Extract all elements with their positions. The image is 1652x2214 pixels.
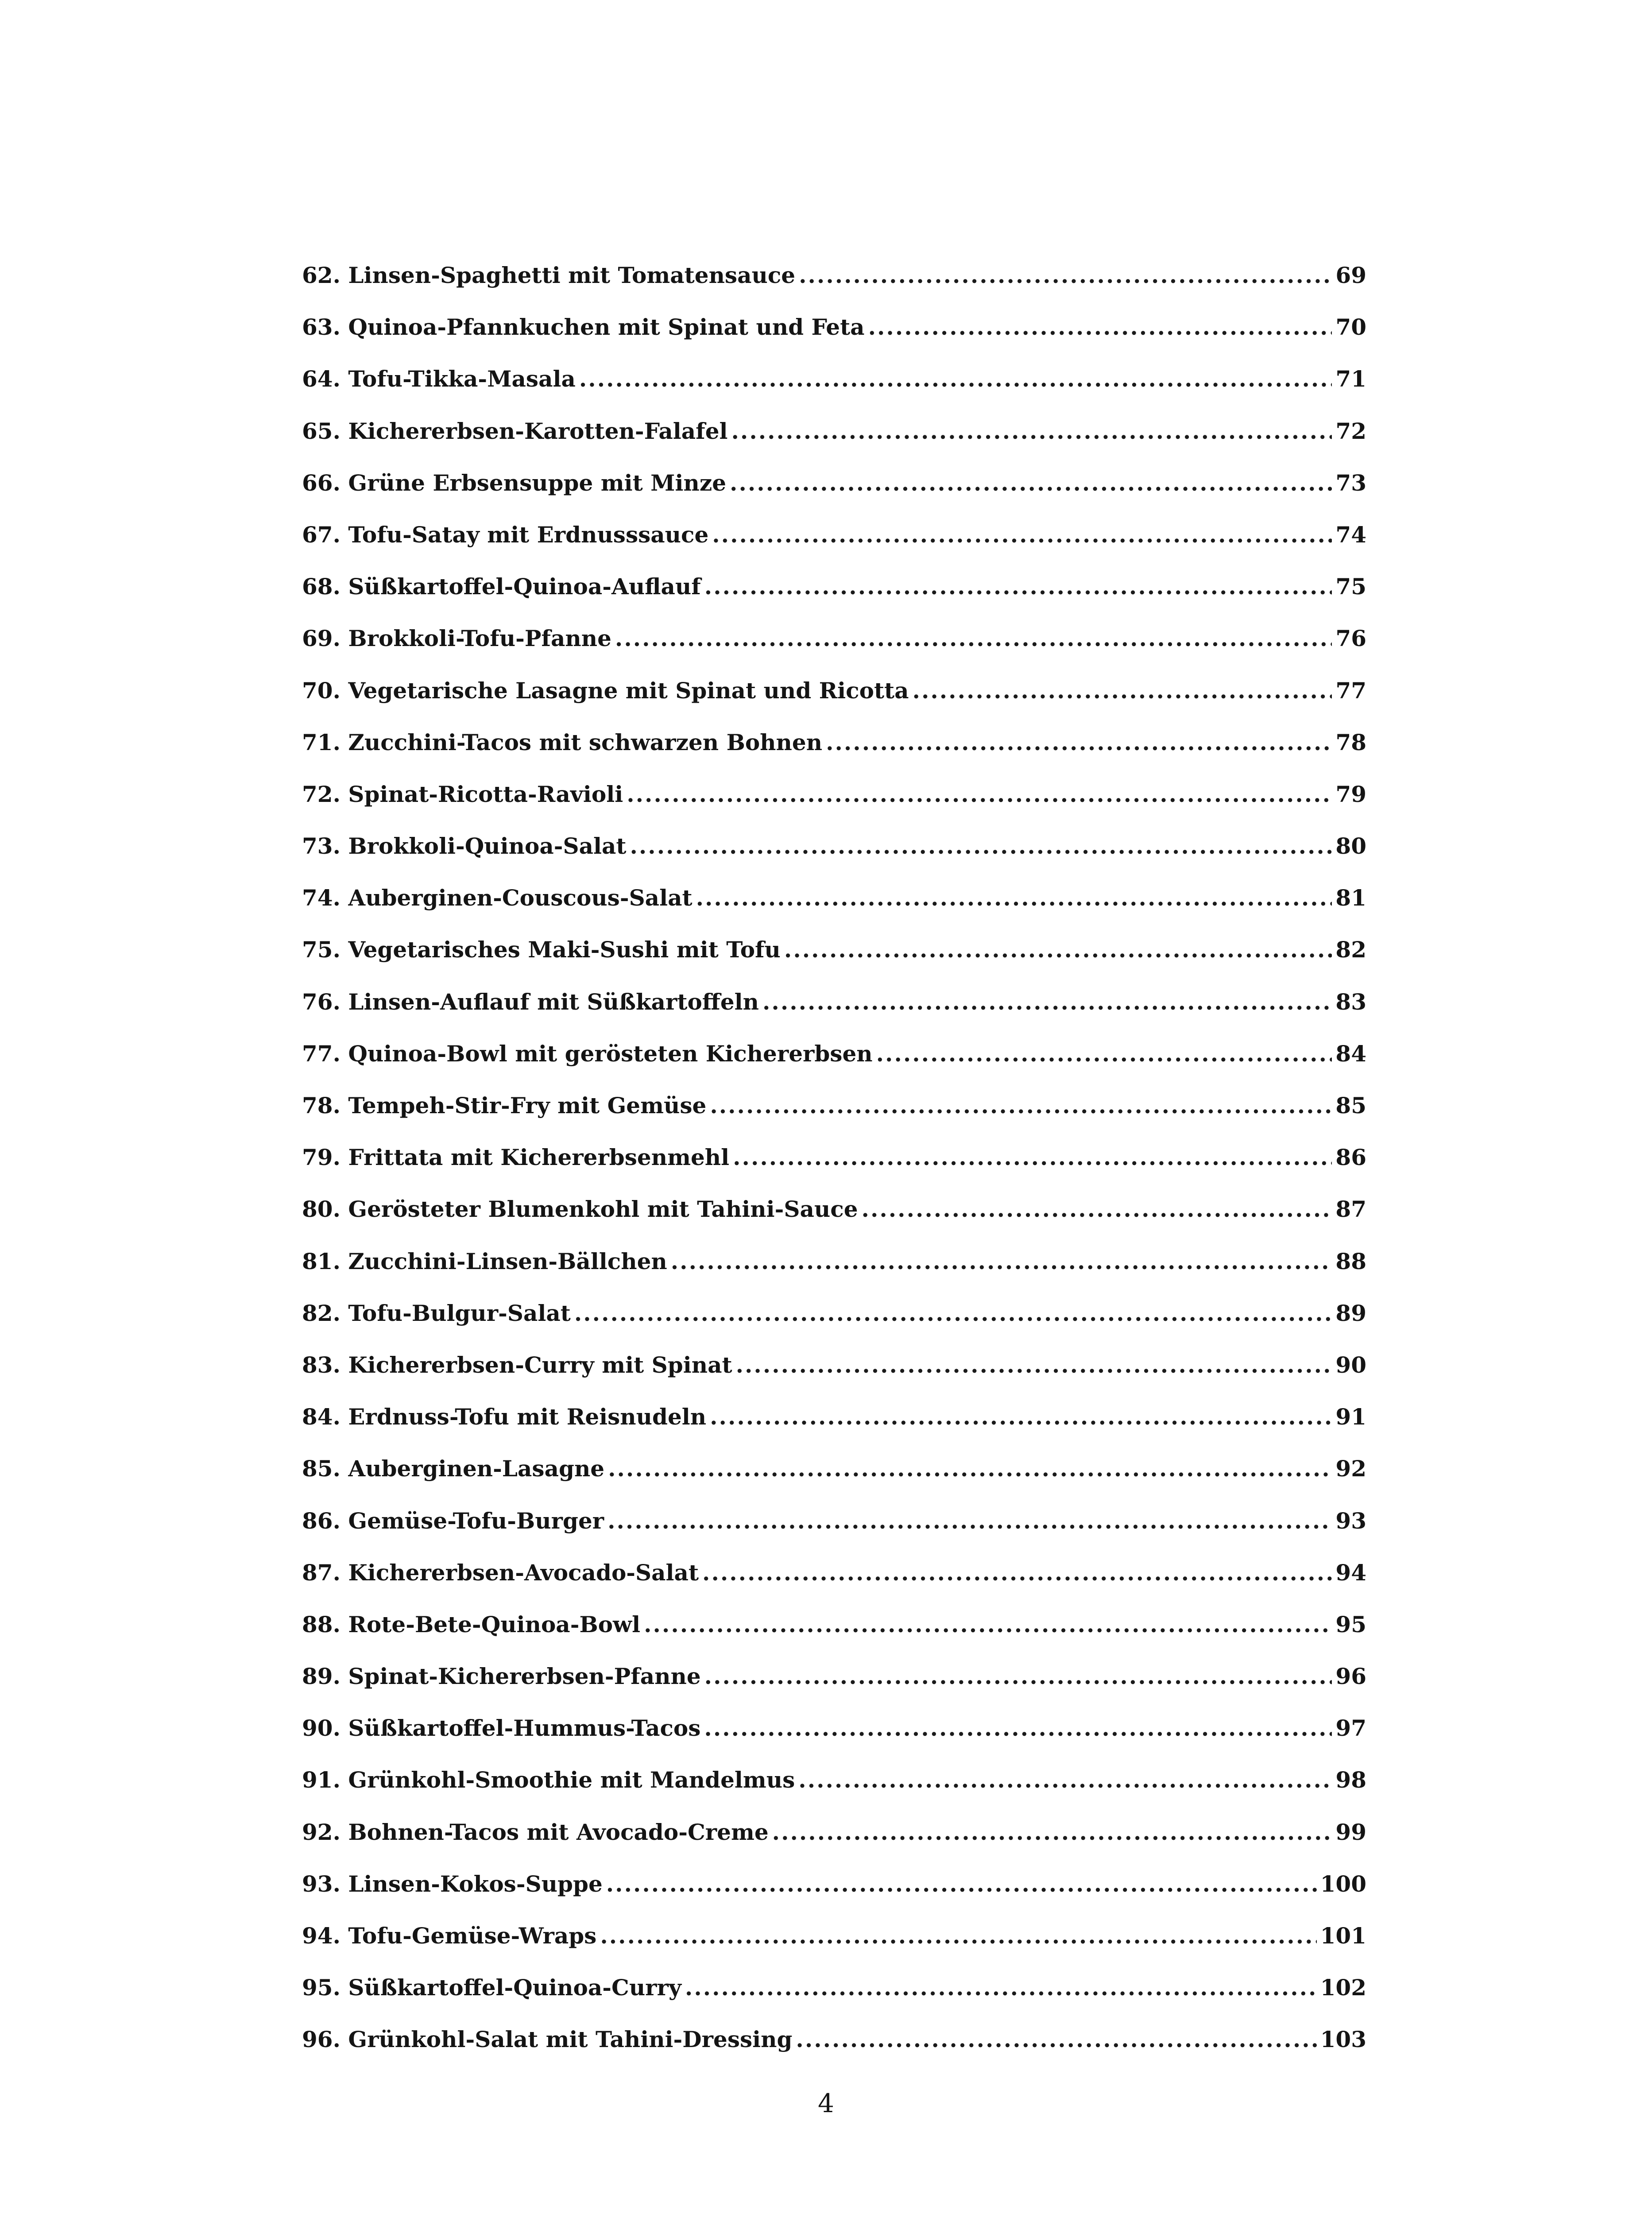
toc-entry-title: 77. Quinoa-Bowl mit gerösteten Kichererbsen <box>302 1040 873 1067</box>
toc-entry-page: 82 <box>1335 937 1366 963</box>
toc-entry-title: 94. Tofu-Gemüse-Wraps <box>302 1923 597 1949</box>
toc-entry-title: 75. Vegetarisches Maki-Sushi mit Tofu <box>302 937 781 963</box>
toc-entry[interactable] <box>302 1248 1366 1300</box>
toc-entry[interactable] <box>302 418 1366 470</box>
dot-leader <box>704 573 1332 600</box>
toc-entry-title: 78. Tempeh-Stir-Fry mit Gemüse <box>302 1092 707 1119</box>
toc-entry[interactable] <box>302 1767 1366 1819</box>
dot-leader <box>608 1455 1332 1482</box>
toc-entry[interactable] <box>302 1144 1366 1196</box>
toc-entry-page: 75 <box>1335 573 1366 600</box>
dot-leader <box>733 1144 1332 1170</box>
toc-entry-title: 84. Erdnuss-Tofu mit Reisnudeln <box>302 1404 707 1430</box>
toc-entry-title: 83. Kichererbsen-Curry mit Spinat <box>302 1351 732 1378</box>
toc-entry-page: 83 <box>1335 988 1366 1015</box>
toc-entry-page: 103 <box>1320 2026 1366 2053</box>
toc-entry-title: 64. Tofu-Tikka-Masala <box>302 366 576 392</box>
toc-entry-page: 95 <box>1335 1611 1366 1637</box>
toc-entry-title: 68. Süßkartoffel-Quinoa-Auflauf <box>302 573 701 600</box>
toc-entry-title: 91. Grünkohl-Smoothie mit Mandelmus <box>302 1767 795 1793</box>
toc-entry-page: 73 <box>1335 469 1366 496</box>
toc-entry-page: 80 <box>1335 833 1366 859</box>
toc-entry-page: 90 <box>1335 1351 1366 1378</box>
toc-entry-page: 85 <box>1335 1092 1366 1119</box>
toc-entry[interactable] <box>302 625 1366 677</box>
toc-entry[interactable] <box>302 1041 1366 1092</box>
toc-entry-page: 76 <box>1335 625 1366 652</box>
toc-entry-title: 69. Brokkoli-Tofu-Pfanne <box>302 625 611 652</box>
dot-leader <box>730 470 1332 496</box>
dot-leader <box>710 1404 1332 1430</box>
toc-entry-title: 65. Kichererbsen-Karotten-Falafel <box>302 418 728 444</box>
toc-entry[interactable] <box>302 1352 1366 1404</box>
dot-leader <box>731 418 1332 444</box>
toc-entry-title: 70. Vegetarische Lasagne mit Spinat und Ricotta <box>302 677 909 704</box>
dot-leader <box>784 937 1332 963</box>
table-of-contents <box>302 262 1366 2079</box>
dot-leader <box>712 522 1332 548</box>
toc-entry-page: 101 <box>1320 1923 1366 1949</box>
dot-leader <box>762 989 1332 1015</box>
toc-entry[interactable] <box>302 366 1366 418</box>
toc-entry[interactable] <box>302 1404 1366 1455</box>
toc-entry-page: 77 <box>1335 677 1366 704</box>
toc-entry[interactable] <box>302 1819 1366 1871</box>
toc-entry-title: 87. Kichererbsen-Avocado-Salat <box>302 1559 699 1586</box>
toc-entry-title: 90. Süßkartoffel-Hummus-Tacos <box>302 1715 701 1742</box>
toc-entry[interactable] <box>302 470 1366 522</box>
toc-entry-page: 84 <box>1335 1040 1366 1067</box>
dot-leader <box>862 1196 1332 1222</box>
toc-entry-title: 89. Spinat-Kichererbsen-Pfanne <box>302 1663 701 1690</box>
dot-leader <box>607 1508 1332 1534</box>
toc-entry-page: 96 <box>1335 1663 1366 1690</box>
toc-entry[interactable] <box>302 885 1366 937</box>
toc-entry-title: 93. Linsen-Kokos-Suppe <box>302 1870 603 1897</box>
toc-entry[interactable] <box>302 1871 1366 1923</box>
toc-entry-title: 67. Tofu-Satay mit Erdnusssauce <box>302 521 709 548</box>
dot-leader <box>615 625 1332 651</box>
toc-entry-title: 66. Grüne Erbsensuppe mit Minze <box>302 469 727 496</box>
toc-entry[interactable] <box>302 1715 1366 1767</box>
toc-entry-page: 86 <box>1335 1144 1366 1171</box>
dot-leader <box>772 1819 1332 1845</box>
toc-entry[interactable] <box>302 729 1366 781</box>
toc-entry[interactable] <box>302 1663 1366 1715</box>
toc-entry-page: 97 <box>1335 1715 1366 1742</box>
dot-leader <box>796 2026 1316 2052</box>
toc-entry[interactable] <box>302 1560 1366 1611</box>
dot-leader <box>671 1248 1332 1274</box>
toc-entry-title: 71. Zucchini-Tacos mit schwarzen Bohnen <box>302 729 823 755</box>
dot-leader <box>876 1041 1332 1067</box>
toc-entry[interactable] <box>302 833 1366 885</box>
toc-entry[interactable] <box>302 573 1366 625</box>
toc-entry-title: 95. Süßkartoffel-Quinoa-Curry <box>302 1974 681 2001</box>
dot-leader <box>710 1092 1332 1119</box>
toc-entry-title: 80. Gerösteter Blumenkohl mit Tahini-Sauce <box>302 1196 858 1223</box>
toc-entry-page: 71 <box>1335 366 1366 392</box>
dot-leader <box>826 729 1332 755</box>
toc-entry-page: 100 <box>1320 1870 1366 1897</box>
toc-entry[interactable] <box>302 1508 1366 1560</box>
dot-leader <box>644 1611 1332 1637</box>
toc-entry[interactable] <box>302 937 1366 988</box>
toc-entry-title: 96. Grünkohl-Salat mit Tahini-Dressing <box>302 2026 793 2053</box>
toc-entry-title: 62. Linsen-Spaghetti mit Tomatensauce <box>302 262 796 288</box>
toc-entry-page: 93 <box>1335 1507 1366 1534</box>
toc-entry[interactable] <box>302 677 1366 729</box>
toc-entry-page: 89 <box>1335 1300 1366 1326</box>
dot-leader <box>685 1974 1317 2001</box>
toc-entry-page: 102 <box>1320 1974 1366 2001</box>
toc-entry-title: 85. Auberginen-Lasagne <box>302 1455 605 1482</box>
toc-entry[interactable] <box>302 781 1366 833</box>
toc-entry-page: 79 <box>1335 781 1366 807</box>
page-number: 4 <box>818 2088 834 2118</box>
toc-entry-page: 94 <box>1335 1559 1366 1586</box>
dot-leader <box>579 366 1332 392</box>
toc-entry-title: 79. Frittata mit Kichererbsenmehl <box>302 1144 730 1171</box>
toc-entry[interactable] <box>302 1092 1366 1144</box>
toc-entry[interactable] <box>302 314 1366 366</box>
toc-entry[interactable] <box>302 2026 1366 2078</box>
toc-entry-page: 88 <box>1335 1248 1366 1274</box>
toc-entry-page: 98 <box>1335 1767 1366 1793</box>
toc-entry-title: 73. Brokkoli-Quinoa-Salat <box>302 833 627 859</box>
toc-entry[interactable] <box>302 262 1366 314</box>
dot-leader <box>606 1871 1317 1897</box>
dot-leader <box>736 1352 1332 1378</box>
toc-entry-page: 78 <box>1335 729 1366 755</box>
dot-leader <box>574 1300 1332 1326</box>
dot-leader <box>630 833 1332 859</box>
toc-entry[interactable] <box>302 1196 1366 1248</box>
toc-entry-page: 69 <box>1335 262 1366 288</box>
toc-entry-title: 92. Bohnen-Tacos mit Avocado-Creme <box>302 1819 769 1845</box>
dot-leader <box>913 677 1332 704</box>
toc-entry[interactable] <box>302 989 1366 1041</box>
toc-entry-page: 72 <box>1335 418 1366 444</box>
toc-entry-title: 72. Spinat-Ricotta-Ravioli <box>302 781 623 807</box>
dot-leader <box>704 1715 1332 1741</box>
toc-entry-title: 88. Rote-Bete-Quinoa-Bowl <box>302 1611 641 1637</box>
toc-entry-title: 63. Quinoa-Pfannkuchen mit Spinat und Feta <box>302 314 865 341</box>
toc-entry-title: 86. Gemüse-Tofu-Burger <box>302 1507 604 1534</box>
toc-entry-title: 74. Auberginen-Couscous-Salat <box>302 885 693 911</box>
dot-leader <box>868 314 1332 340</box>
toc-entry-page: 87 <box>1335 1196 1366 1223</box>
toc-entry-title: 82. Tofu-Bulgur-Salat <box>302 1300 571 1326</box>
toc-entry[interactable] <box>302 1455 1366 1507</box>
dot-leader <box>798 1767 1332 1793</box>
toc-entry-page: 70 <box>1335 314 1366 341</box>
toc-entry-page: 74 <box>1335 521 1366 548</box>
toc-entry[interactable] <box>302 1300 1366 1352</box>
toc-entry[interactable] <box>302 1974 1366 2026</box>
dot-leader <box>627 781 1332 807</box>
toc-entry-page: 91 <box>1335 1404 1366 1430</box>
dot-leader <box>696 885 1332 911</box>
dot-leader <box>702 1560 1332 1586</box>
dot-leader <box>600 1923 1316 1949</box>
dot-leader <box>704 1663 1332 1689</box>
toc-entry[interactable] <box>302 522 1366 573</box>
dot-leader <box>799 262 1332 288</box>
toc-entry-title: 76. Linsen-Auflauf mit Süßkartoffeln <box>302 988 759 1015</box>
toc-entry-page: 92 <box>1335 1455 1366 1482</box>
toc-entry[interactable] <box>302 1923 1366 1974</box>
toc-entry-title: 81. Zucchini-Linsen-Bällchen <box>302 1248 667 1274</box>
toc-entry-page: 81 <box>1335 885 1366 911</box>
toc-entry[interactable] <box>302 1611 1366 1663</box>
toc-entry-page: 99 <box>1335 1819 1366 1845</box>
